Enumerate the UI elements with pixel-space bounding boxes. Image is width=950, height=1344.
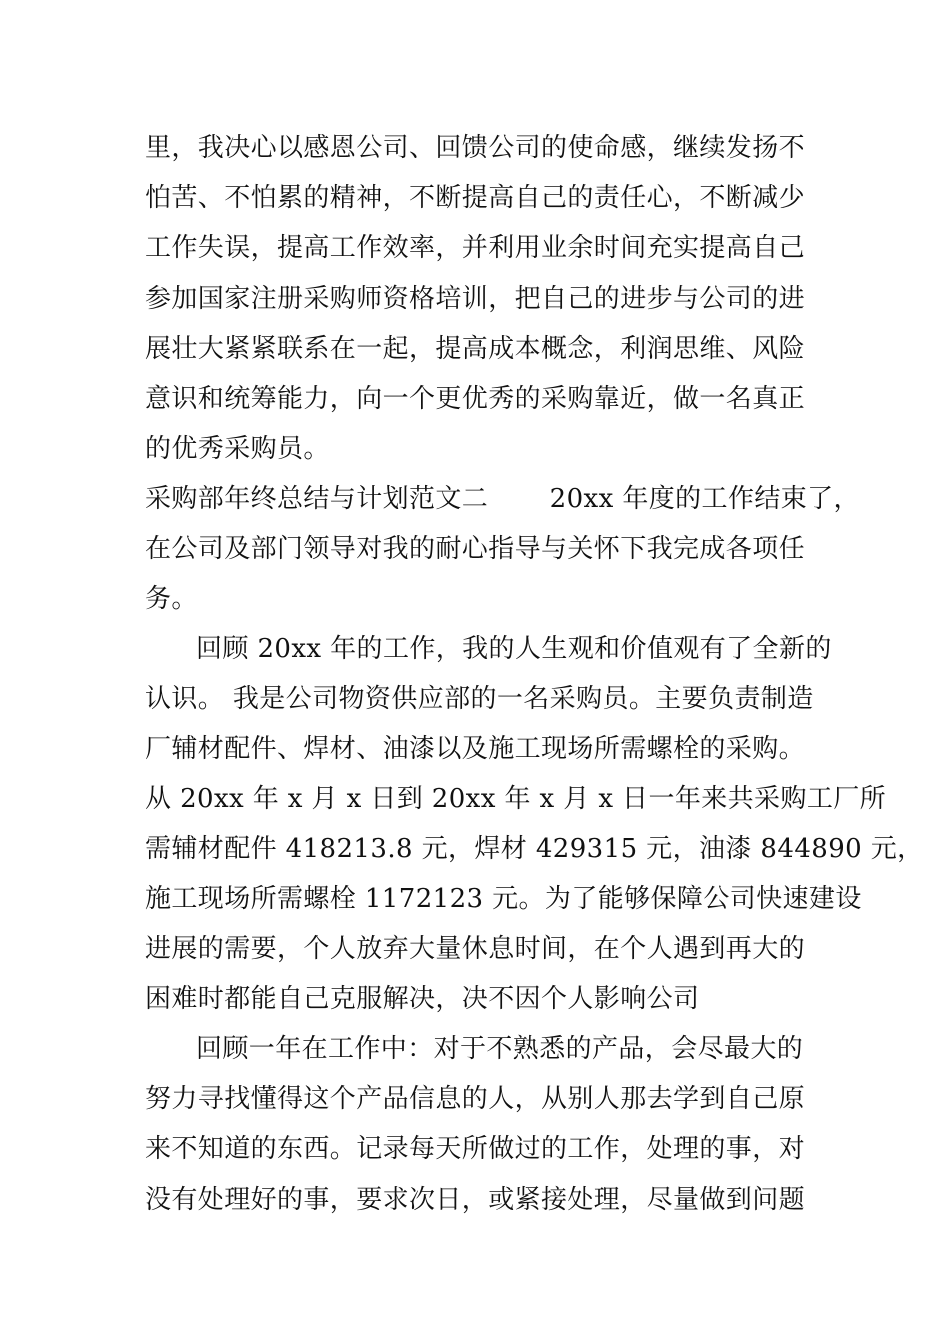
- text-line: 需辅材配件 418213.8 元，焊材 429315 元，油漆 844890 元，: [145, 834, 924, 864]
- text-line: 的优秀采购员。: [145, 434, 330, 464]
- text-line: 厂辅材配件、焊材、油漆以及施工现场所需螺栓的采购。: [145, 734, 806, 764]
- text-line: 没有处理好的事，要求次日，或紧接处理，尽量做到问题: [145, 1185, 806, 1215]
- text-line: 怕苦、不怕累的精神，不断提高自己的责任心，不断减少: [145, 183, 806, 213]
- text-line: 努力寻找懂得这个产品信息的人，从别人那去学到自己原: [145, 1084, 806, 1114]
- text-line: 参加国家注册采购师资格培训，把自己的进步与公司的进: [145, 284, 806, 314]
- text-line: 来不知道的东西。记录每天所做过的工作，处理的事，对: [145, 1134, 806, 1164]
- text-line: 在公司及部门领导对我的耐心指导与关怀下我完成各项任: [145, 534, 806, 564]
- text-line: 施工现场所需螺栓 1172123 元。为了能够保障公司快速建设: [145, 884, 862, 914]
- text-line: 意识和统筹能力，向一个更优秀的采购靠近，做一名真正: [145, 384, 806, 414]
- text-line: 工作失误，提高工作效率，并利用业余时间充实提高自己: [145, 233, 806, 263]
- paragraph-start-line: 回顾一年在工作中：对于不熟悉的产品，会尽最大的: [196, 1034, 804, 1064]
- text-line: 务。: [145, 584, 198, 614]
- text-line: 认识。 我是公司物资供应部的一名采购员。主要负责制造: [145, 684, 814, 714]
- text-line: 困难时都能自己克服解决，决不因个人影响公司: [145, 984, 700, 1014]
- paragraph-start-line: 回顾 20xx 年的工作，我的人生观和价值观有了全新的: [196, 634, 832, 664]
- text-line: 进展的需要，个人放弃大量休息时间，在个人遇到再大的: [145, 934, 806, 964]
- text-line: 展壮大紧紧联系在一起，提高成本概念，利润思维、风险: [145, 334, 806, 364]
- section-heading-line: 采购部年终总结与计划范文二 20xx 年度的工作结束了，: [145, 484, 860, 514]
- text-line: 从 20xx 年 x 月 x 日到 20xx 年 x 月 x 日一年来共采购工厂所: [145, 784, 887, 814]
- text-line: 里，我决心以感恩公司、回馈公司的使命感，继续发扬不: [145, 133, 806, 163]
